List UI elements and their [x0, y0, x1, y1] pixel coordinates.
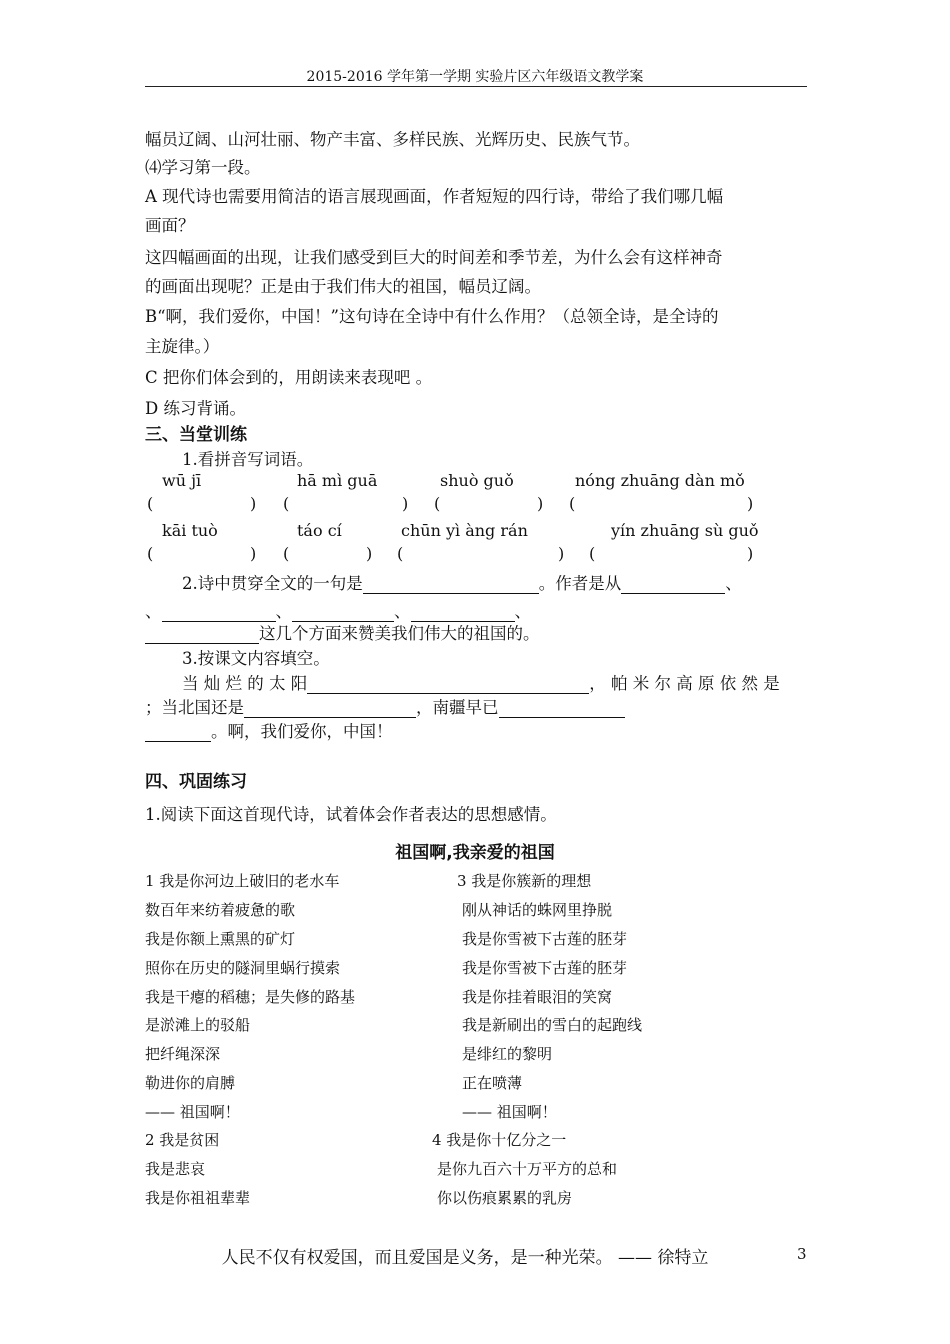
poem-line: 我是你雪被下古莲的胚芽 — [462, 930, 628, 948]
question-1: 1.看拼音写词语。 — [182, 450, 314, 469]
poem-line: 我是你额上熏黑的矿灯 — [145, 930, 296, 948]
answer-paren-close: ) — [537, 494, 544, 513]
footer-quote: 人民不仅有权爱国，而且爱国是义务，是一种光荣。 —— 徐特立 — [221, 1248, 709, 1268]
question-3: 3.按课文内容填空。 — [182, 649, 330, 668]
answer-paren-open: ( — [147, 494, 154, 513]
fill-blank[interactable] — [499, 701, 625, 718]
poem-line: 正在喷薄 — [462, 1074, 523, 1092]
poem-line: 4 我是你十亿分之一 — [432, 1131, 567, 1149]
poem-line: 是绯红的黎明 — [462, 1045, 553, 1063]
question-2-text: 。作者是从 — [538, 574, 622, 593]
poem-line: 把纤绳深深 — [145, 1045, 221, 1063]
body-line: 画面？ — [145, 216, 195, 235]
pinyin: yín zhuāng sù guǒ — [611, 521, 759, 540]
page-number: 3 — [797, 1245, 807, 1263]
body-line: C 把你们体会到的，用朗读来表现吧 。 — [145, 368, 433, 387]
answer-paren-close: ) — [250, 544, 257, 563]
separator: 、 — [145, 602, 162, 621]
answer-paren-close: ) — [747, 494, 754, 513]
question-2-text: 这几个方面来赞美我们伟大的祖国的。 — [259, 624, 540, 643]
section-heading: 三、当堂训练 — [145, 425, 247, 445]
poem-line: 我是你祖祖辈辈 — [145, 1189, 251, 1207]
fill-blank[interactable] — [621, 577, 725, 594]
body-line: 的画面出现呢？正是由于我们伟大的祖国，幅员辽阔。 — [145, 277, 541, 296]
pinyin: wū jī — [162, 471, 202, 490]
pinyin: shuò guǒ — [440, 471, 514, 490]
fill-blank[interactable] — [363, 577, 539, 594]
poem-line: 勒进你的肩膊 — [145, 1074, 236, 1092]
poem-line: 照你在历史的隧洞里蜗行摸索 — [145, 959, 341, 977]
poem-line: 是你九百六十万平方的总和 — [437, 1160, 618, 1178]
question-2-end — [145, 620, 540, 644]
separator: 、 — [275, 602, 292, 621]
separator: 、 — [725, 574, 742, 593]
answer-paren-open: ( — [434, 494, 441, 513]
question-2 — [182, 570, 742, 594]
poem-line: 我是悲哀 — [145, 1160, 206, 1178]
question-3-text: ；当北国还是 — [145, 698, 244, 717]
poem-line: 我是你雪被下古莲的胚芽 — [462, 959, 628, 977]
pinyin: táo cí — [297, 521, 342, 540]
question-3-line — [182, 670, 780, 694]
poem-line: —— 祖国啊！ — [462, 1103, 557, 1121]
separator: 、 — [394, 602, 411, 621]
fill-blank[interactable] — [145, 725, 211, 742]
separator: 、 — [514, 602, 531, 621]
answer-paren-open: ( — [283, 494, 290, 513]
page-header: 2015-2016 学年第一学期 实验片区六年级语文教学案 — [306, 69, 644, 85]
pinyin: hā mì guā — [297, 471, 378, 490]
answer-paren-open: ( — [147, 544, 154, 563]
poem-line: 我是你挂着眼泪的笑窝 — [462, 988, 613, 1006]
pinyin: kāi tuò — [162, 521, 218, 540]
answer-paren-close: ) — [366, 544, 373, 563]
answer-paren-close: ) — [402, 494, 409, 513]
question-2-text: 2.诗中贯穿全文的一句是 — [182, 574, 363, 593]
fill-blank[interactable] — [244, 701, 416, 718]
question-3-line — [145, 694, 625, 718]
poem-line: 我是新刷出的雪白的起跑线 — [462, 1016, 643, 1034]
pinyin: nóng zhuāng dàn mǒ — [575, 471, 745, 490]
body-line: D 练习背诵。 — [145, 399, 246, 418]
poem-line: 数百年来纺着疲惫的歌 — [145, 901, 296, 919]
poem-line: 1 我是你河边上破旧的老水车 — [145, 872, 340, 890]
poem-line: 你以伤痕累累的乳房 — [437, 1189, 573, 1207]
poem-line: 2 我是贫困 — [145, 1131, 220, 1149]
poem-line: 我是干瘪的稻穗；是失修的路基 — [145, 988, 356, 1006]
question-3-text: 。啊，我们爱你，中国！ — [211, 722, 393, 741]
question-3-text: ，南疆早已 — [416, 698, 499, 717]
answer-paren-close: ) — [747, 544, 754, 563]
body-line: A 现代诗也需要用简洁的语言展现画面，作者短短的四行诗，带给了我们哪几幅 — [145, 187, 724, 206]
answer-paren-open: ( — [589, 544, 596, 563]
answer-paren-close: ) — [250, 494, 257, 513]
answer-paren-open: ( — [569, 494, 576, 513]
question-3-line — [145, 718, 393, 742]
poem-line: 3 我是你簇新的理想 — [457, 872, 592, 890]
question-1: 1.阅读下面这首现代诗，试着体会作者表达的思想感情。 — [145, 805, 557, 824]
answer-paren-close: ) — [558, 544, 565, 563]
pinyin: chūn yì àng rán — [401, 521, 528, 540]
question-2-cont — [145, 598, 531, 622]
fill-blank[interactable] — [145, 627, 259, 644]
question-3-text: 当 灿 烂 的 太 阳 — [182, 674, 308, 693]
body-line: ⑷学习第一段。 — [145, 158, 261, 177]
section-heading: 四、巩固练习 — [145, 772, 247, 792]
question-3-text: ， 帕 米 尔 高 原 依 然 是 — [589, 674, 780, 693]
poem-line: 是淤滩上的驳船 — [145, 1016, 251, 1034]
answer-paren-open: ( — [283, 544, 290, 563]
fill-blank[interactable] — [307, 677, 589, 694]
poem-line: —— 祖国啊！ — [145, 1103, 240, 1121]
header-divider — [145, 86, 807, 87]
poem-title: 祖国啊,我亲爱的祖国 — [395, 843, 555, 863]
poem-line: 刚从神话的蛛网里挣脱 — [462, 901, 613, 919]
body-line: 这四幅画面的出现，让我们感受到巨大的时间差和季节差，为什么会有这样神奇 — [145, 248, 723, 267]
answer-paren-open: ( — [397, 544, 404, 563]
body-line: 幅员辽阔、山河壮丽、物产丰富、多样民族、光辉历史、民族气节。 — [145, 130, 640, 149]
body-line: B“啊，我们爱你，中国！”这句诗在全诗中有什么作用？（总领全诗，是全诗的 — [145, 307, 719, 326]
body-line: 主旋律。） — [145, 337, 220, 356]
